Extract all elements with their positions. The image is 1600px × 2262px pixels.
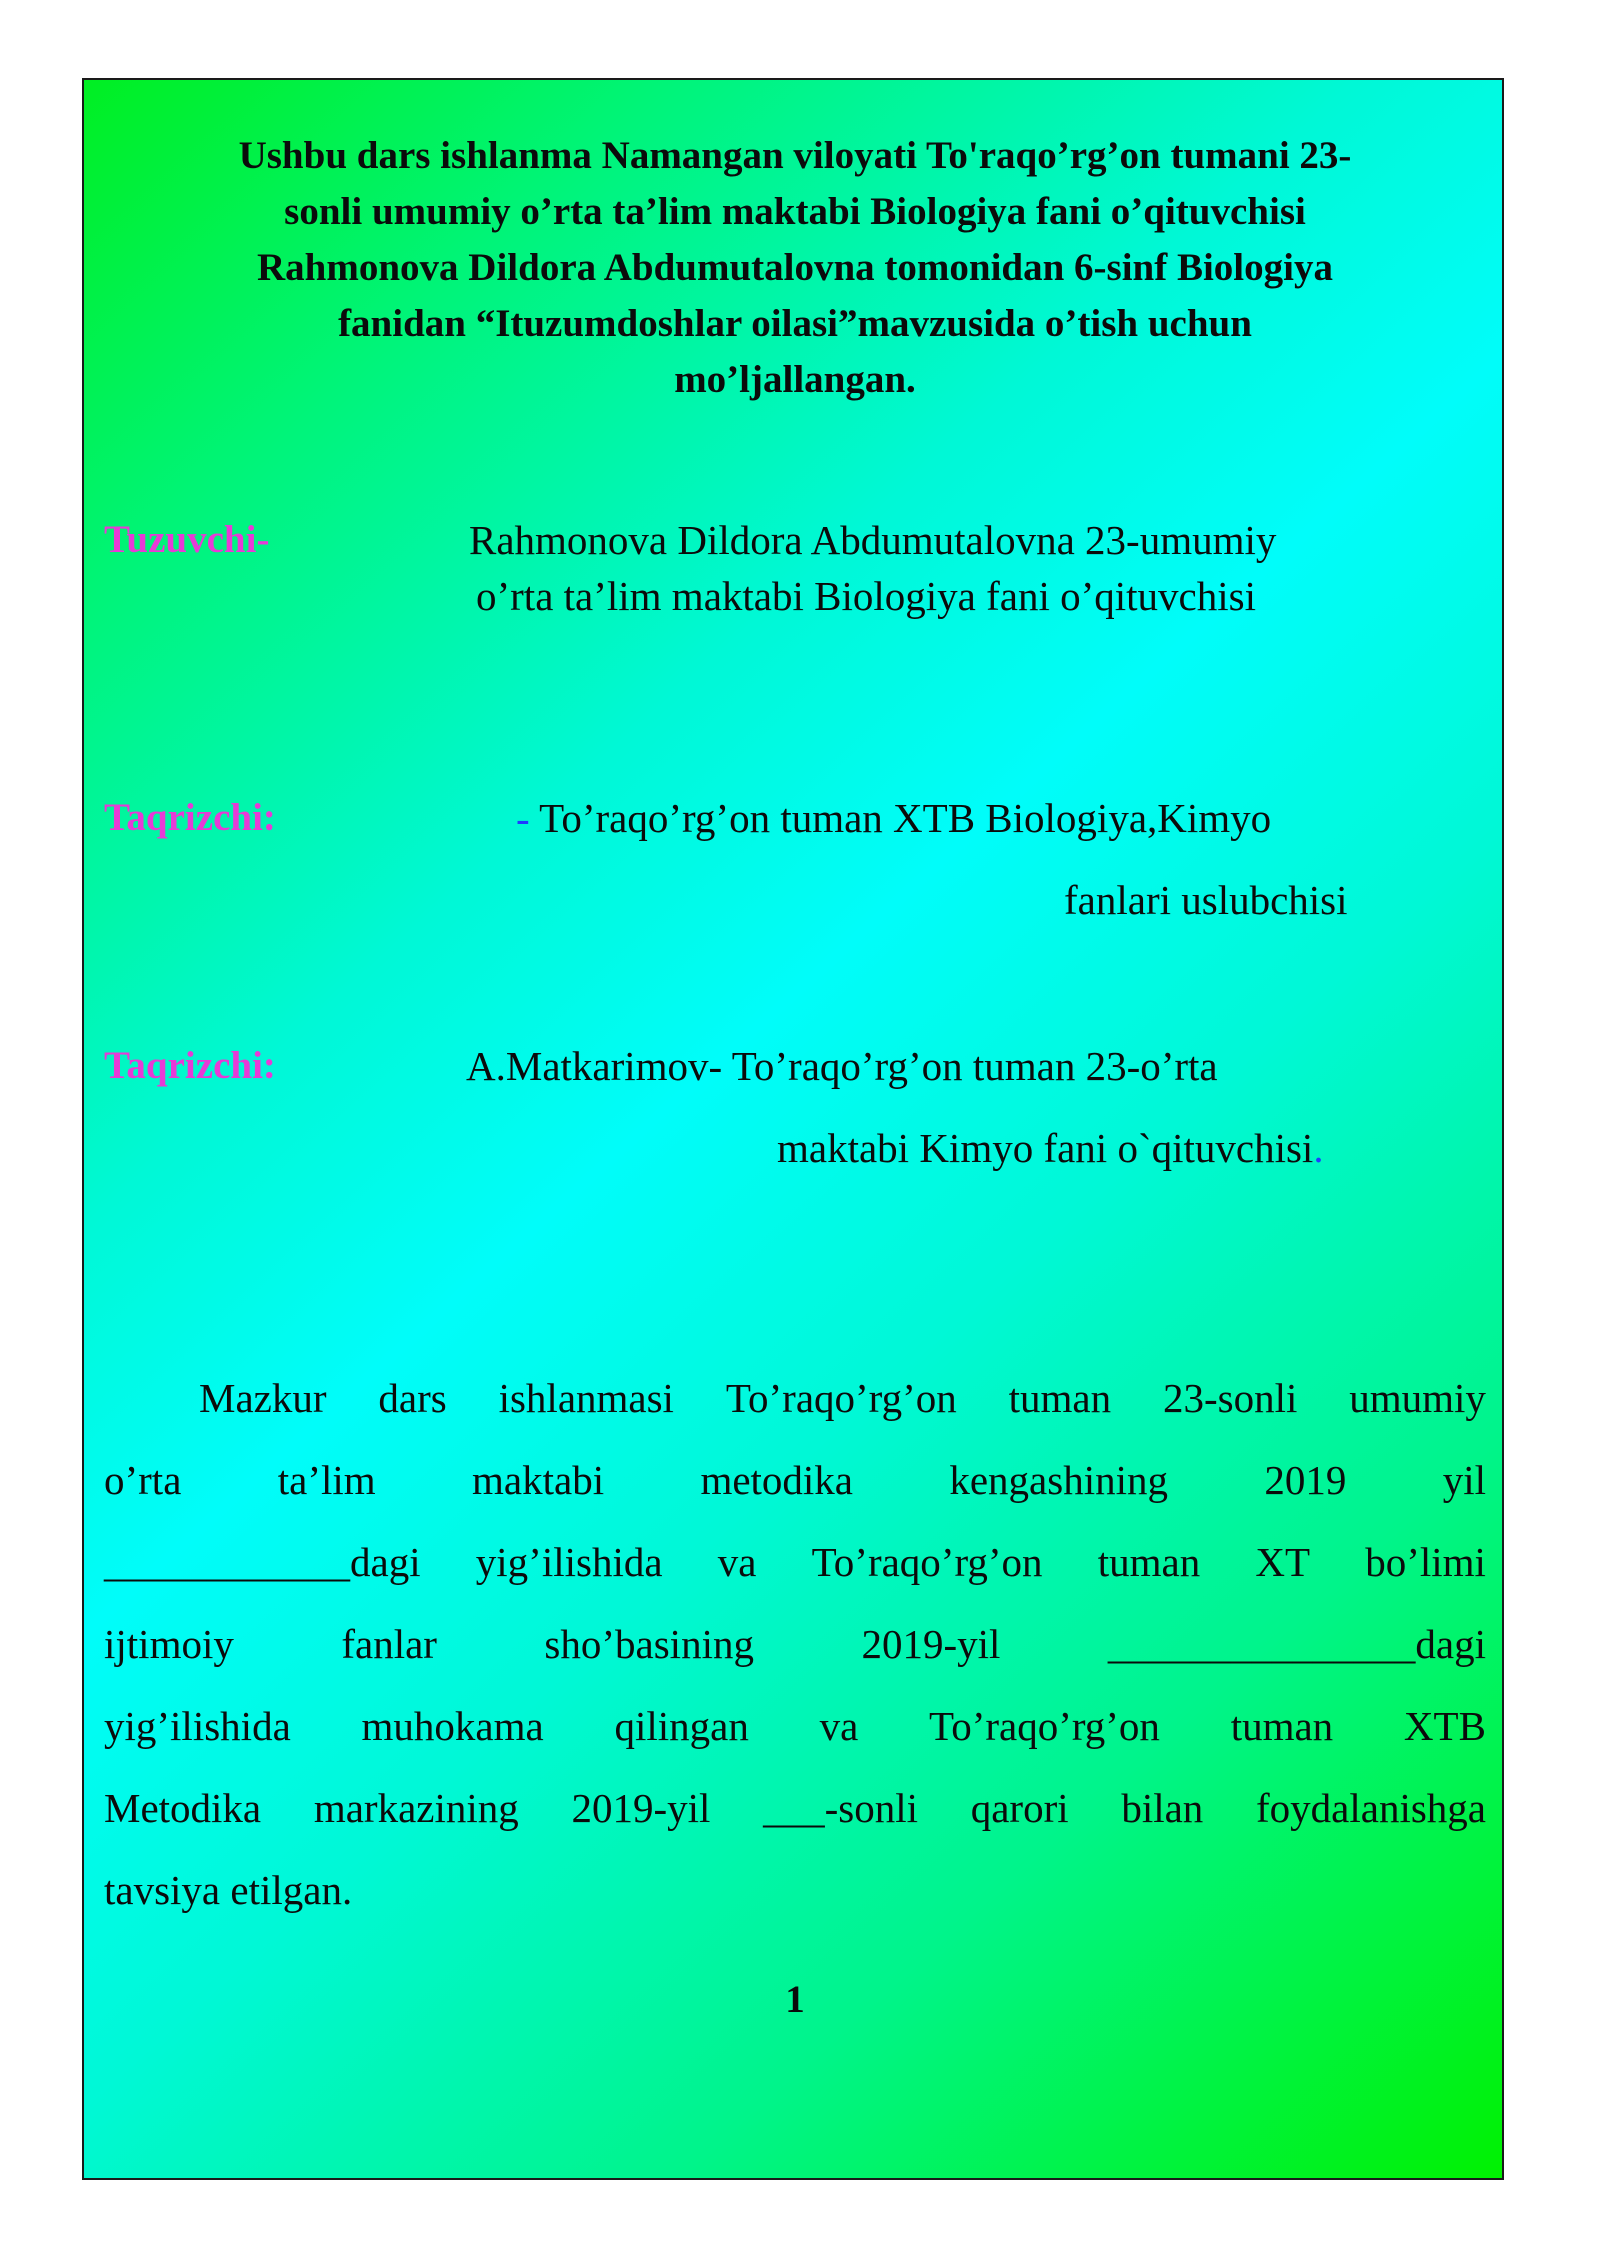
word: tuman [1097,1539,1201,1585]
word: To’raqo’rg’on [725,1375,957,1421]
paragraph-row: tavsiya etilgan. [104,1867,353,1913]
word: va [717,1539,757,1585]
word: 2019 [1264,1457,1347,1503]
word: bo’limi [1365,1539,1486,1585]
paragraph-row [104,1452,1486,1508]
word: qarori [970,1785,1069,1831]
compiler-line-2: o’rta ta’lim maktabi Biologiya fani o’qituvchisi [476,573,1256,619]
reviewer1-text: To’raqo’rg’on tuman XTB Biologiya,Kimyo [529,795,1272,841]
heading-line: Ushbu dars ishlanma Namangan viloyati To'raqo’rg’on tumani 23- [238,134,1352,177]
word: muhokama [361,1703,544,1749]
heading-line: mo’ljallangan. [674,358,916,401]
word: bilan [1121,1785,1204,1831]
word: o’rta [104,1457,182,1503]
word: metodika [700,1457,854,1503]
word: To’raqo’rg’on [811,1539,1043,1585]
heading-line: sonli umumiy o’rta ta’lim maktabi Biologiya fani o’qituvchisi [284,190,1306,233]
reviewer2-dot: . [1313,1125,1324,1171]
word: ishlanmasi [498,1375,674,1421]
compiler-line-1: Rahmonova Dildora Abdumutalovna 23-umumiy [469,517,1277,563]
word: dars [378,1375,447,1421]
word: qilingan [614,1703,749,1749]
word: 2019-yil [861,1621,1001,1667]
word: XTB [1403,1703,1486,1749]
word: yig’ilishida [475,1539,663,1585]
word: ta’lim [277,1457,376,1503]
paragraph-row [104,1534,1486,1590]
compiler-label: Tuzuvchi- [104,518,270,561]
word: Mazkur [199,1375,327,1421]
word: _______________dagi [1107,1621,1486,1667]
word: ____________dagi [104,1539,421,1585]
word: foydalanishga [1256,1785,1486,1831]
reviewer2-line-2 [777,1120,1324,1176]
reviewer-label: Taqrizchi: [104,796,276,839]
word: tuman [1230,1703,1334,1749]
reviewer1-line-1 [516,790,1271,846]
word: tuman [1008,1375,1112,1421]
reviewer2-text: maktabi Kimyo fani o`qituvchisi [777,1125,1314,1171]
word: XT [1255,1539,1311,1585]
reviewer2-line-1: A.Matkarimov- To’raqo’rg’on tuman 23-o’rta [466,1043,1218,1089]
document-heading [104,128,1486,408]
word: Metodika [104,1785,262,1831]
reviewer1-dash: - [516,795,530,841]
paragraph-row [199,1370,1486,1426]
word: fanlar [341,1621,437,1667]
word: kengashining [949,1457,1168,1503]
word: sho’basining [544,1621,754,1667]
word: markazining [313,1785,519,1831]
heading-line: Rahmonova Dildora Abdumutalovna tomonidan 6-sinf Biologiya [257,246,1333,289]
word: yil [1442,1457,1486,1503]
paragraph-row [104,1698,1486,1754]
word: va [819,1703,859,1749]
word: umumiy [1349,1375,1486,1421]
word: ___-sonli [763,1785,919,1831]
word: To’raqo’rg’on [929,1703,1160,1749]
page-number: 1 [785,1978,805,2021]
word: 23-sonli [1162,1375,1298,1421]
word: maktabi [472,1457,605,1503]
word: 2019-yil [571,1785,711,1831]
word: yig’ilishida [104,1703,291,1749]
document-page [82,78,1504,2180]
heading-line: fanidan “Ituzumdoshlar oilasi”mavzusida o’tish uchun [338,302,1252,345]
paragraph-row [104,1780,1486,1836]
word: ijtimoiy [104,1621,234,1667]
reviewer-label: Taqrizchi: [104,1044,276,1087]
reviewer1-line-2: fanlari uslubchisi [1064,877,1348,923]
paragraph-row [104,1616,1486,1672]
